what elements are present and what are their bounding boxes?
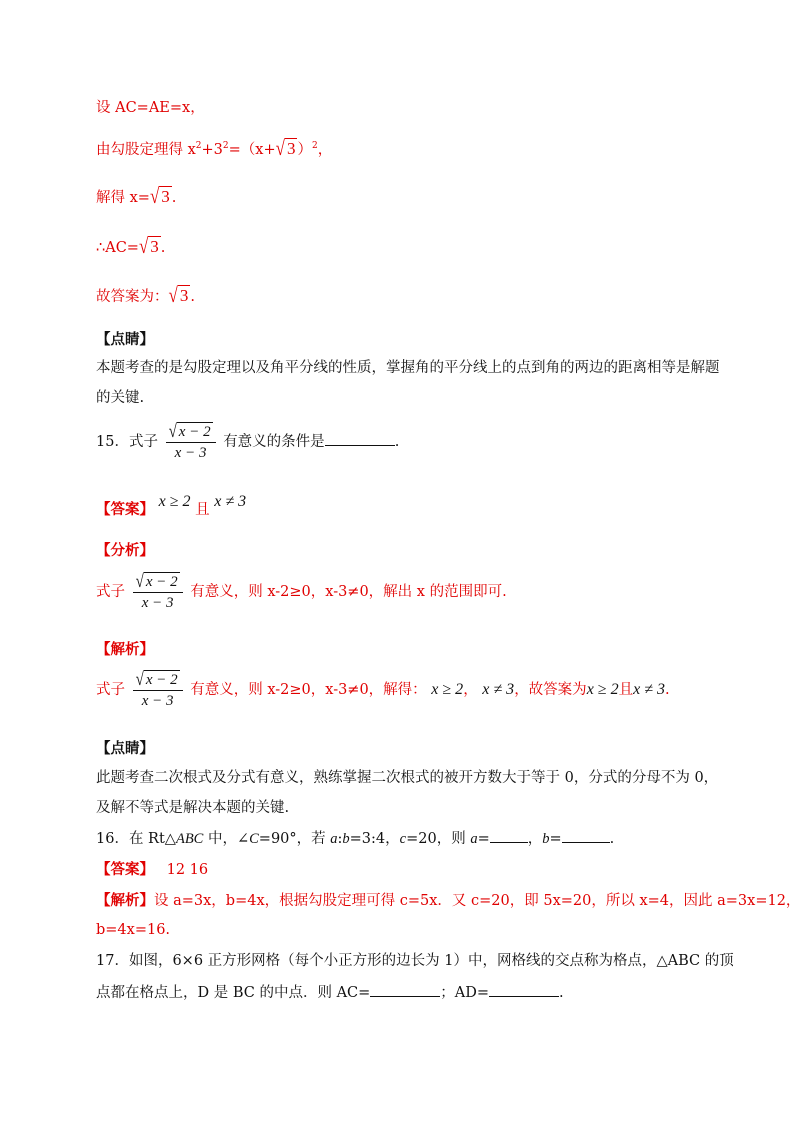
sqrt-3: √ 3 bbox=[275, 136, 296, 161]
solution-15: 式子 $\frac{√ x - 2}{x - 3}$ 有意义，则 x-2≥0，x-3≠0，解得： x ≥ 2， x ≠ 3，故答案为x ≥ 2且x ≠ 3. bbox=[96, 670, 670, 709]
line-pythagoras: 由勾股定理得 $x^2+3^2=(x+√$ 3 ）$^2$， bbox=[96, 136, 333, 161]
answer-16: 【答案】 12 16 bbox=[96, 861, 209, 878]
analysis-heading: 【分析】 bbox=[96, 542, 154, 559]
question-17: 17．如图，6×6 正方形网格（每个小正方形的边长为 1）中，网格线的交点称为格点，△ABC 的顶 bbox=[96, 953, 734, 969]
line-ac-value: ∴AC=√ 3 . bbox=[96, 234, 166, 259]
line-solve-x: 解得 x=√ 3 . bbox=[96, 184, 177, 209]
answer-15: 【答案】 x ≥ 2 且 x ≠ 3 bbox=[96, 493, 247, 518]
fraction: $\frac{√ x - 2}{x - 3}$ bbox=[133, 670, 183, 710]
answer-blank bbox=[325, 444, 395, 446]
dianjing-heading: 【点睛】 bbox=[96, 740, 154, 757]
sqrt-3: √ 3 bbox=[168, 283, 189, 308]
question-17-cont: 点都在格点上，D 是 BC 的中点．则 AC= ；AD= . bbox=[96, 985, 564, 1001]
question-16: 16．在 Rt△ABC 中，∠C=90°，若 a:b=3:4，c=20，则 a= ，b= . bbox=[96, 831, 615, 847]
dianjing-text: 及解不等式是解决本题的关键. bbox=[96, 800, 290, 816]
answer-blank bbox=[490, 841, 528, 843]
fraction: $\frac{√ x - 2}{x - 3}$ bbox=[133, 572, 183, 612]
dianjing-text: 此题考查二次根式及分式有意义，熟练掌握二次根式的被开方数大于等于 0，分式的分母不为 0， bbox=[96, 770, 719, 786]
analysis-15: 式子 $\frac{√ x - 2}{x - 3}$ 有意义，则 x-2≥0，x-3≠0，解出 x 的范围即可. bbox=[96, 572, 507, 611]
question-15: 15．式子 $\frac{√ x - 2}{x - 3}$ 有意义的条件是 . bbox=[96, 422, 400, 461]
dianjing-text: 本题考查的是勾股定理以及角平分线的性质，掌握角的平分线上的点到角的两边的距离相等是解题 bbox=[96, 360, 720, 376]
line-set-variable: 设 AC=AE=x， bbox=[96, 100, 205, 116]
sqrt-3: √ 3 bbox=[149, 184, 170, 209]
answer-blank bbox=[489, 995, 559, 997]
dianjing-text: 的关键. bbox=[96, 390, 145, 406]
answer-blank bbox=[562, 841, 610, 843]
solution-16: 【解析】设 a=3x，b=4x，根据勾股定理可得 c=5x．又 c=20，即 5x=20，所以 x=4，因此 a=3x=12， bbox=[96, 892, 800, 909]
sqrt-3: √ 3 bbox=[138, 234, 159, 259]
fraction: $\frac{√ x - 2}{x - 3}$ bbox=[166, 422, 216, 462]
solution-heading: 【解析】 bbox=[96, 641, 154, 658]
line-answer: 故答案为：√ 3 . bbox=[96, 283, 195, 308]
answer-blank bbox=[370, 995, 440, 997]
dianjing-heading: 【点睛】 bbox=[96, 331, 154, 348]
solution-16-cont: b=4x=16. bbox=[96, 922, 171, 938]
